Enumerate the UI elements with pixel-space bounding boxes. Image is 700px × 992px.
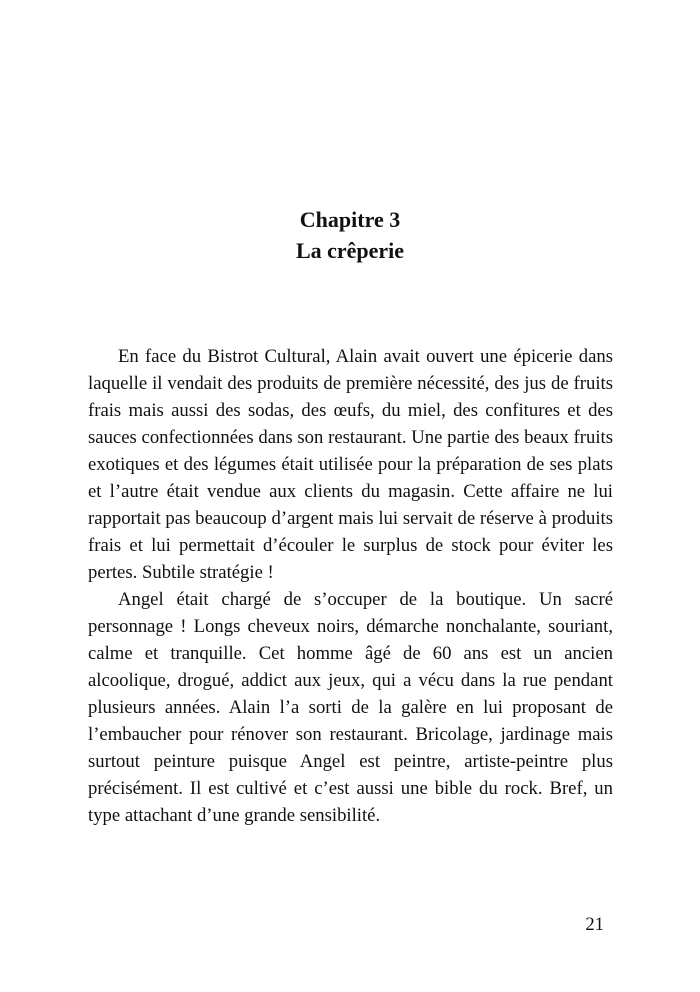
paragraph: En face du Bistrot Cultural, Alain avait ouvert une épicerie dans laquelle il vendait des produits de première nécessité, des jus de fruits frais mais aussi des sodas, des œufs, du miel, des confitures et des sauces confectionnées dans son restaurant. Une partie des beaux fruits exotiques et des légumes était utilisée pour la préparation de ses plats et l’autre était vendue aux clients du magasin. Cette affaire ne lui rapportait pas beaucoup d’argent mais lui servait de réserve à produits frais et lui permettait d’écouler le surplus de stock pour éviter les pertes. Subtile stratégie ! (88, 346, 613, 583)
body-text (88, 343, 613, 829)
chapter-title: La crêperie (295, 238, 405, 263)
chapter-number: Chapitre 3 (299, 207, 401, 232)
paragraph: Angel était chargé de s’occuper de la boutique. Un sacré personnage ! Longs cheveux noirs, démarche nonchalante, souriant, calme et tranquille. Cet homme âgé de 60 ans est un ancien alcoolique, drogué, addict aux jeux, qui a vécu dans la rue pendant plusieurs années. Alain l’a sorti de la galère en lui proposant de l’embaucher pour rénover son restaurant. Bricolage, jardinage mais surtout peinture puisque Angel est peintre, artiste-peintre plus précisément. Il est cultivé et c’est aussi une bible du rock. Bref, un type attachant d’une grande sensibilité. (88, 589, 613, 826)
page-number: 21 (585, 914, 604, 935)
chapter-heading (0, 204, 700, 266)
